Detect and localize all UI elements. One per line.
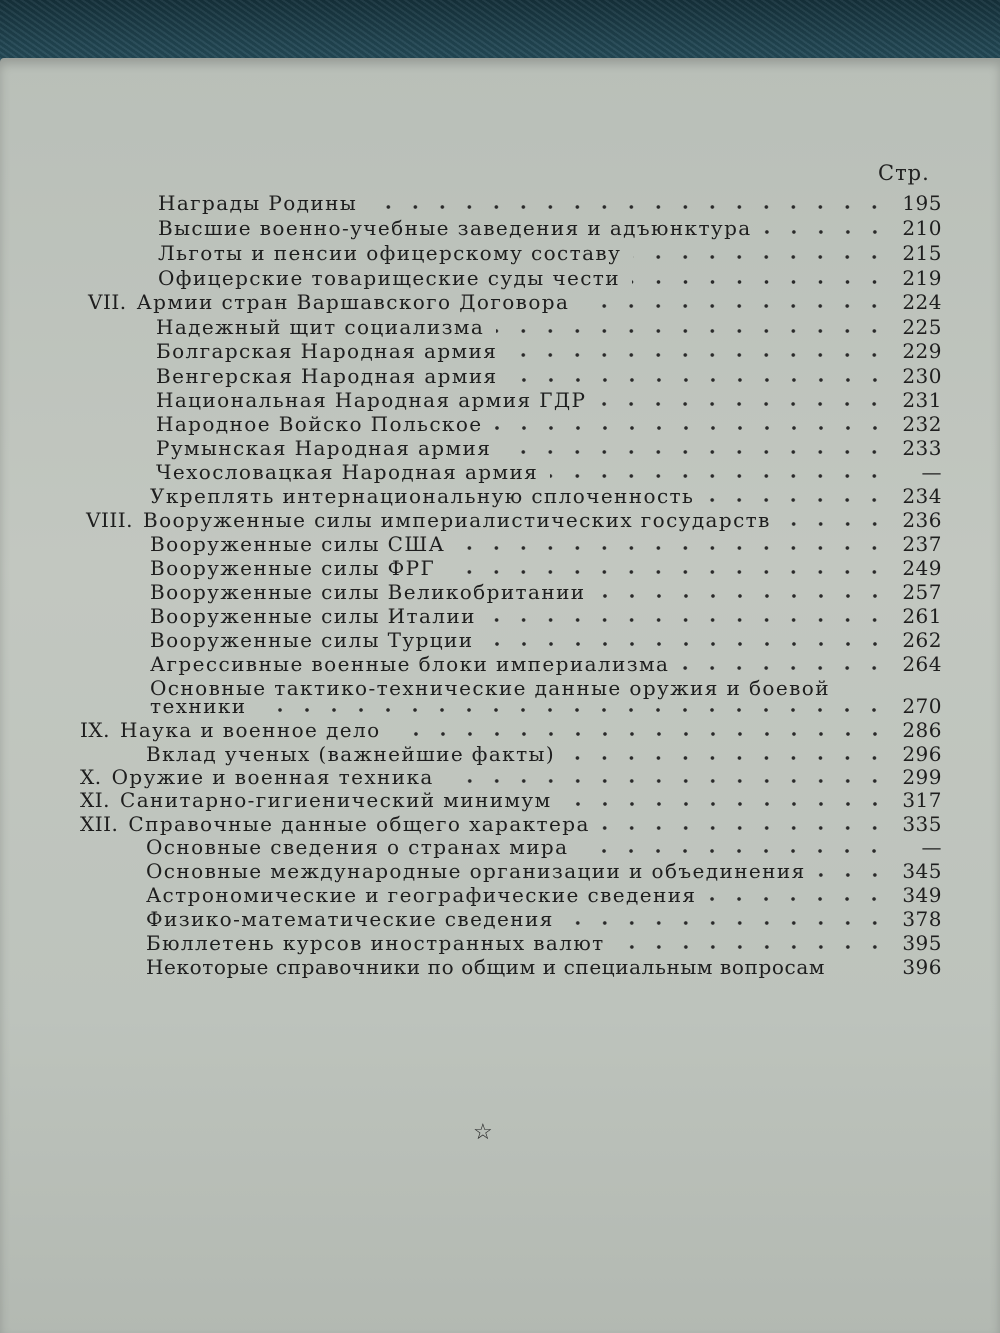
toc-entry: Румынская Народная армия 233	[156, 436, 942, 460]
leader-dots	[818, 872, 888, 878]
toc-entry: Некоторые справочники по общим и специальным вопросам 396	[146, 955, 942, 979]
leader-dots	[706, 497, 888, 503]
leader-dots	[488, 617, 888, 623]
toc-entry: Надежный щит социализма 225	[156, 315, 942, 339]
leader-dots	[446, 778, 888, 784]
toc-entry: Основные международные организации и объединения 345	[146, 859, 942, 883]
leader-dots	[764, 229, 888, 235]
toc-chapter: VII. Армии стран Варшавского Договора 224	[88, 290, 942, 314]
toc-entry-continuation: техники 270	[150, 694, 942, 718]
leader-dots	[602, 825, 888, 831]
toc-entry: Вооруженные силы Италии 261	[150, 604, 942, 628]
leader-dots	[393, 731, 888, 737]
leader-dots	[617, 944, 888, 950]
leader-dots	[567, 755, 888, 761]
leader-dots	[503, 449, 888, 455]
toc-entry: Основные сведения о странах мира —	[146, 835, 942, 859]
toc-entry: Льготы и пенсии офицерскому составу 215	[158, 241, 942, 265]
book-page	[0, 58, 1000, 1333]
leader-dots	[708, 896, 888, 902]
toc-chapter: IX. Наука и военное дело 286	[80, 718, 942, 742]
toc-entry: Вооруженные силы Турции 262	[150, 628, 942, 652]
toc-entry: Народное Войско Польское 232	[156, 412, 942, 436]
leader-dots	[681, 665, 888, 671]
leader-dots	[581, 303, 888, 309]
toc-entry: Вклад ученых (важнейшие факты) 296	[146, 742, 942, 766]
leader-dots	[495, 425, 888, 431]
toc-entry: Венгерская Народная армия 230	[156, 364, 942, 388]
toc-entry: Высшие военно-учебные заведения и адъюнктура 210	[158, 216, 942, 240]
toc-entry: Бюллетень курсов иностранных валют 395	[146, 931, 942, 955]
leader-dots	[447, 569, 888, 575]
leader-dots	[783, 521, 888, 527]
leader-dots	[258, 707, 888, 713]
toc-chapter: XI. Санитарно-гигиенический минимум 317	[80, 788, 942, 812]
toc-chapter: VIII. Вооруженные силы империалистических государств 236	[86, 508, 942, 532]
toc-chapter: XII. Справочные данные общего характера 335	[80, 812, 942, 836]
toc-entry: Офицерские товарищеские суды чести 219	[158, 266, 942, 290]
toc-entry: Чехословацкая Народная армия —	[156, 460, 942, 484]
leader-dots	[564, 801, 888, 807]
leader-dots	[598, 593, 888, 599]
leader-dots	[510, 377, 888, 383]
toc-entry: Укреплять интернациональную сплоченность 234	[150, 484, 942, 508]
star-outline-icon: ☆	[473, 1120, 493, 1145]
toc-entry: Вооруженные силы США 237	[150, 532, 942, 556]
leader-dots	[580, 848, 888, 854]
leader-dots	[457, 545, 888, 551]
leader-dots	[598, 401, 888, 407]
leader-dots	[509, 352, 888, 358]
leader-dots	[369, 204, 888, 210]
toc-entry: Агрессивные военные блоки империализма 264	[150, 652, 942, 676]
leader-dots	[550, 473, 888, 479]
toc-entry: Астрономические и географические сведения 349	[146, 883, 942, 907]
toc-entry: Вооруженные силы Великобритании 257	[150, 580, 942, 604]
leader-dots	[632, 279, 888, 285]
leader-dots	[837, 968, 888, 974]
leader-dots	[566, 920, 888, 926]
toc-entry: Физико-математические сведения 378	[146, 907, 942, 931]
table-of-contents	[0, 58, 1000, 1058]
leader-dots	[633, 254, 888, 260]
toc-entry: Вооруженные силы ФРГ 249	[150, 556, 942, 580]
toc-entry: Основные тактико-технические данные оружия и боевой	[150, 676, 830, 700]
page-column-header: Стр.	[878, 161, 930, 185]
toc-entry: Болгарская Народная армия 229	[156, 339, 942, 363]
leader-dots	[486, 641, 889, 647]
toc-entry: Награды Родины 195	[158, 191, 942, 215]
toc-chapter: X. Оружие и военная техника 299	[80, 765, 942, 789]
leader-dots	[496, 328, 888, 334]
toc-entry: Национальная Народная армия ГДР 231	[156, 388, 942, 412]
